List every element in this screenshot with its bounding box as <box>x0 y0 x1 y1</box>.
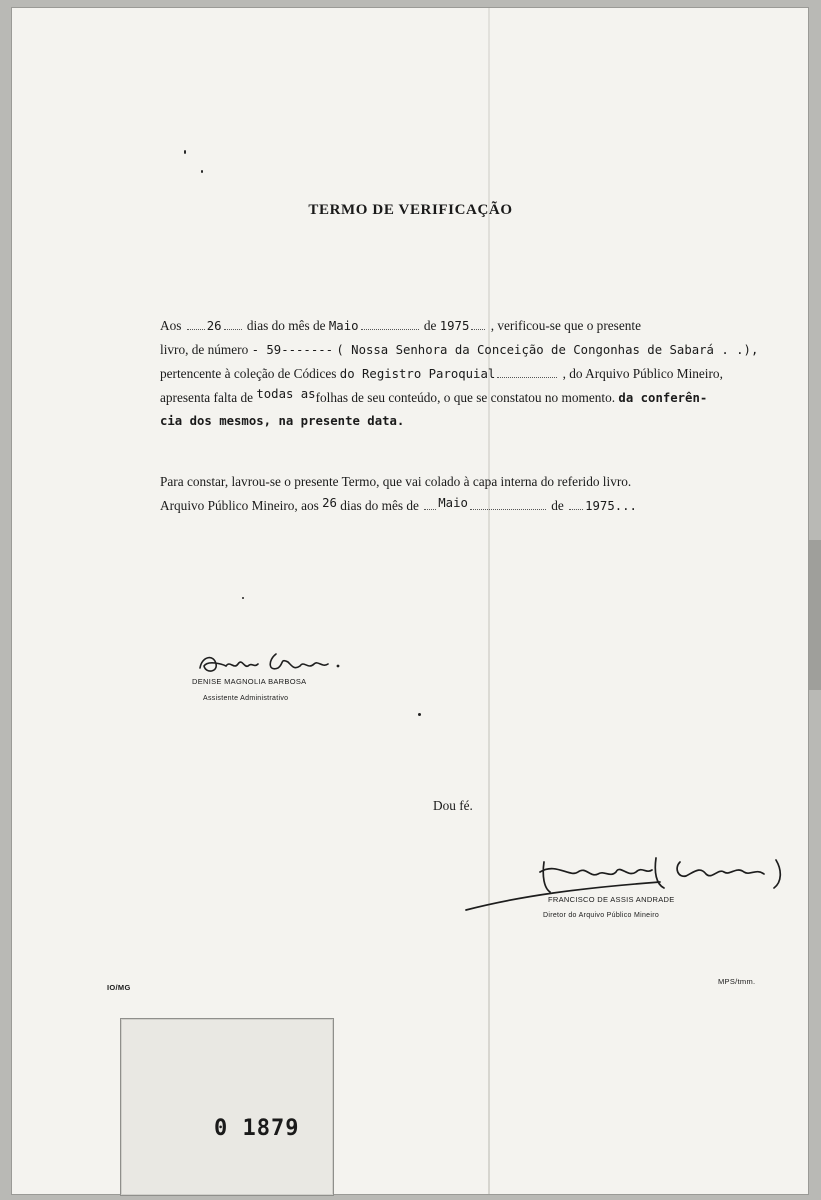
text-verificou: , verificou-se que o presente <box>490 318 641 333</box>
fill-dots <box>470 509 546 510</box>
signature-right-handwriting <box>460 848 800 918</box>
field-month-2: Maio <box>438 496 468 510</box>
signature-left-role: Assistente Administrativo <box>203 695 289 702</box>
field-conferencia: da conferên- <box>618 391 708 405</box>
text-folhas: folhas de seu conteúdo, o que se constatou no momento. <box>315 390 616 405</box>
text-arquivo: , do Arquivo Público Mineiro, <box>562 366 723 381</box>
field-year-2: 1975... <box>585 499 637 513</box>
fill-dots <box>471 329 485 330</box>
text-livro-numero: livro, de número <box>160 342 249 357</box>
speck <box>184 150 186 154</box>
footer-left-code: IO/MG <box>107 983 131 992</box>
speck <box>201 170 203 173</box>
paragraph1-line2 <box>160 342 758 358</box>
signature-right-icon <box>460 848 800 918</box>
fill-dots <box>497 377 557 378</box>
edge-shadow <box>809 540 821 690</box>
field-book-number: - 59------- <box>251 343 334 357</box>
field-day-2: 26 <box>322 496 337 510</box>
field-month: Maio <box>328 319 359 333</box>
signature-left-icon <box>196 646 346 680</box>
text-apresenta: apresenta falta de <box>160 390 254 405</box>
speck <box>242 597 244 599</box>
text-aos: Aos <box>160 318 182 333</box>
signature-left-name: DENISE MAGNOLIA BARBOSA <box>192 677 307 686</box>
text-arquivo-aos: Arquivo Público Mineiro, aos <box>160 498 319 513</box>
field-missing: todas as <box>256 387 316 401</box>
text-de: de <box>423 318 437 333</box>
paragraph2-line2 <box>160 498 637 514</box>
paragraph1-line3 <box>160 366 723 382</box>
text-dias-do-mes: dias do mês de <box>246 318 326 333</box>
fold-line <box>488 8 490 1194</box>
field-collection: do Registro Paroquial <box>339 367 496 381</box>
document-title: TERMO DE VERIFICAÇÃO <box>308 202 513 218</box>
field-year: 1975 <box>439 319 470 333</box>
text-pertencente: pertencente à coleção de Códices <box>160 366 337 381</box>
footer-right-code: MPS/tmm. <box>718 977 756 986</box>
text-de-2: de <box>551 498 564 513</box>
paragraph1-line4 <box>160 387 708 406</box>
fill-dots <box>187 329 205 330</box>
fill-dots <box>424 509 436 510</box>
field-day: 26 <box>206 319 222 333</box>
fill-dots <box>224 329 242 330</box>
field-book-name: ( Nossa Senhora da Conceição de Congonhas de Sabará . .), <box>336 343 759 357</box>
stamp-number: 0 1879 <box>214 1116 300 1141</box>
document-sheet <box>12 8 808 1194</box>
signature-right-name: FRANCISCO DE ASSIS ANDRADE <box>548 895 675 904</box>
stamp-label <box>120 1018 334 1196</box>
fill-dots <box>361 329 419 330</box>
speck <box>418 713 421 716</box>
fill-dots <box>569 509 583 510</box>
paragraph1-line1 <box>160 318 641 334</box>
paragraph2-line1: Para constar, lavrou-se o presente Termo, que vai colado à capa interna do referido livro. <box>160 474 632 489</box>
paragraph1-line5: cia dos mesmos, na presente data. <box>160 414 405 428</box>
dou-fe-text: Dou fé. <box>433 798 473 813</box>
text-dias-do-mes-2: dias do mês de <box>340 498 419 513</box>
signature-right-role: Diretor do Arquivo Público Mineiro <box>543 912 660 919</box>
